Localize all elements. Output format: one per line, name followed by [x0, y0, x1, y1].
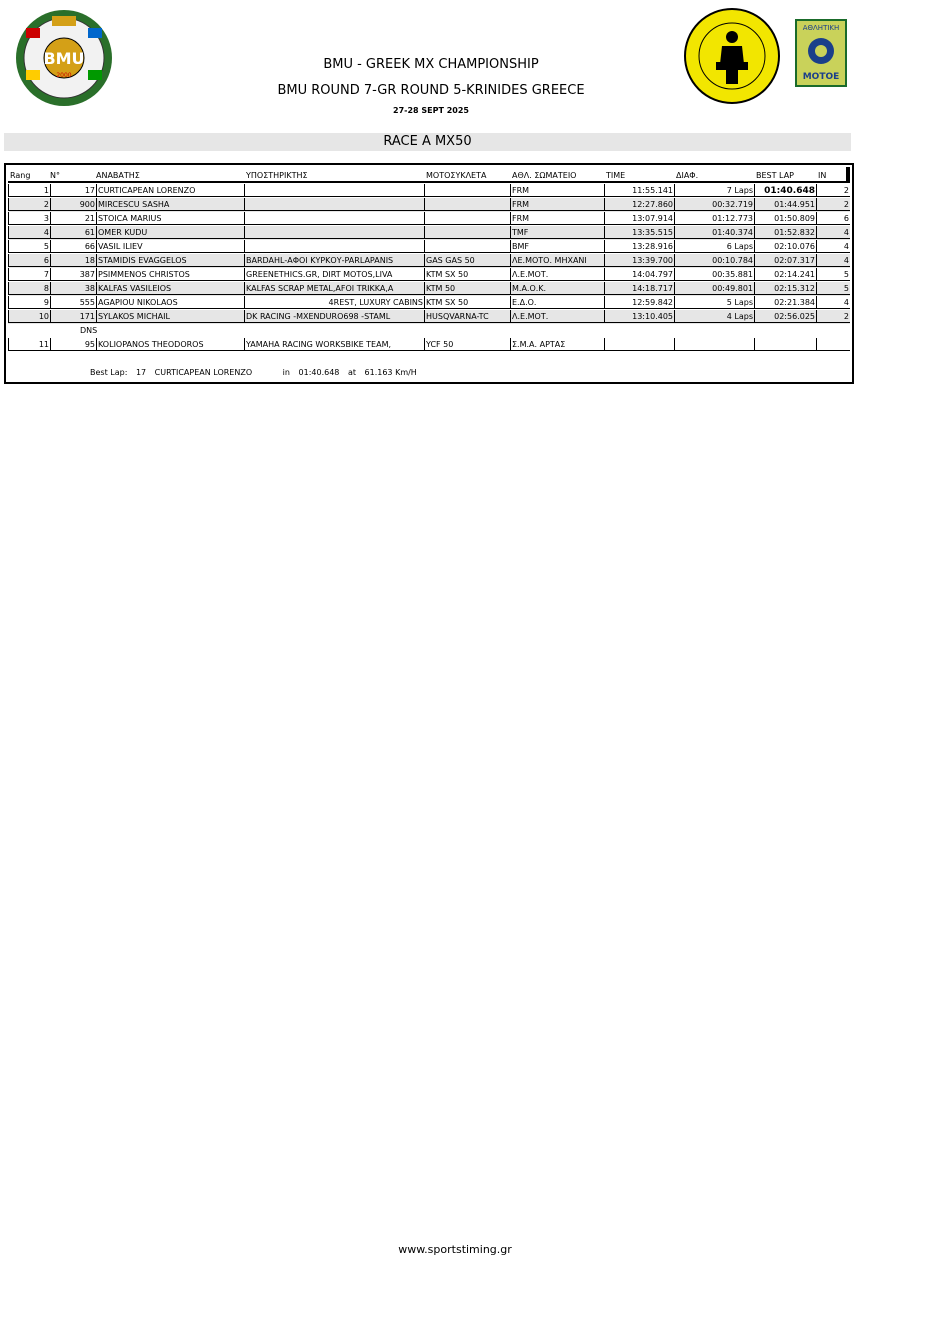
cell-diff: 00:32.719 [674, 198, 754, 211]
cell-rang: 4 [8, 226, 50, 239]
cell-rang: 7 [8, 268, 50, 281]
cell-club: Λ.Ε.ΜΟΤ. [510, 310, 604, 323]
col-rang: Rang [10, 171, 31, 180]
cell-best [754, 338, 816, 351]
cell-sponsor: KALFAS SCRAP METAL,AFOI TRIKKA,A [244, 282, 424, 295]
table-row [8, 254, 850, 268]
athletic-motoe-logo [795, 19, 847, 87]
cell-bike: GAS GAS 50 [424, 254, 510, 267]
col-rider: ΑΝΑΒΑΤΗΣ [96, 171, 140, 180]
cell-diff: 7 Laps [674, 184, 754, 197]
cell-diff: 6 Laps [674, 240, 754, 253]
cell-in: 5 [816, 268, 850, 281]
table-row [8, 240, 850, 254]
cell-in [816, 338, 850, 351]
cell-num: 387 [50, 268, 96, 281]
championship-title: BMU - GREEK MX CHAMPIONSHIP [323, 57, 539, 72]
round-subtitle: BMU ROUND 7-GR ROUND 5-KRINIDES GREECE [277, 83, 585, 98]
table-row [8, 338, 850, 352]
cell-rider: MIRCESCU SASHA [96, 198, 244, 211]
cell-in: 4 [816, 226, 850, 239]
race-title: RACE A MX50 [4, 133, 851, 151]
table-row [8, 212, 850, 226]
table-row [8, 310, 850, 324]
cell-rider: VASIL ILIEV [96, 240, 244, 253]
col-best-lap: BEST LAP [756, 171, 794, 180]
cell-time: 13:35.515 [604, 226, 674, 239]
table-row [8, 226, 850, 240]
cell-best: 02:15.312 [754, 282, 816, 295]
best-lap-time: 01:40.648 [298, 368, 340, 377]
cell-club: TMF [510, 226, 604, 239]
col-sponsor: ΥΠΟΣΤΗΡΙΚΤΗΣ [246, 171, 308, 180]
table-row [8, 282, 850, 296]
dns-label: DNS [80, 326, 98, 335]
cell-sponsor [244, 226, 424, 239]
table-row [8, 198, 850, 212]
cell-sponsor [244, 198, 424, 211]
svg-text:ΜΟΤΟΕ: ΜΟΤΟΕ [802, 72, 840, 82]
cell-time: 13:28.916 [604, 240, 674, 253]
col-club: ΑΘΛ. ΣΩΜΑΤΕΙΟ [512, 171, 577, 180]
cell-best: 01:44.951 [754, 198, 816, 211]
cell-rang: 3 [8, 212, 50, 225]
cell-club: FRM [510, 198, 604, 211]
cell-best: 01:40.648 [754, 184, 816, 197]
cell-rider: KOLIOPANOS THEODOROS [96, 338, 244, 351]
cell-best: 02:21.384 [754, 296, 816, 309]
cell-num: 555 [50, 296, 96, 309]
cell-sponsor [244, 240, 424, 253]
cell-sponsor [244, 212, 424, 225]
col-time: TIME [606, 171, 626, 180]
cell-diff: 01:12.773 [674, 212, 754, 225]
cell-diff: 5 Laps [674, 296, 754, 309]
cell-best: 02:10.076 [754, 240, 816, 253]
best-lap-speed: 61.163 Km/H [364, 368, 417, 377]
cell-club: ΛΕ.ΜΟΤΟ. ΜΗΧΑΝΙ [510, 254, 604, 267]
table-header [8, 167, 850, 183]
cell-bike [424, 184, 510, 197]
best-lap-number: 17 [135, 368, 147, 377]
cell-time: 13:10.405 [604, 310, 674, 323]
cell-sponsor: GREENETHICS.GR, DIRT MOTOS,LIVA [244, 268, 424, 281]
cell-club: FRM [510, 184, 604, 197]
cell-club: Σ.Μ.Α. ΑΡΤΑΣ [510, 338, 604, 351]
cell-best: 02:56.025 [754, 310, 816, 323]
best-lap-in: in [282, 368, 290, 377]
cell-best: 02:14.241 [754, 268, 816, 281]
cell-num: 171 [50, 310, 96, 323]
cell-club: Ε.Δ.Ο. [510, 296, 604, 309]
cell-time: 13:39.700 [604, 254, 674, 267]
cell-time: 14:18.717 [604, 282, 674, 295]
cell-sponsor: YAMAHA RACING WORKSBIKE TEAM, [244, 338, 424, 351]
cell-best: 02:07.317 [754, 254, 816, 267]
cell-num: 95 [50, 338, 96, 351]
table-row [8, 296, 850, 310]
col-number: N° [50, 171, 60, 180]
cell-club: Μ.Α.Ο.Κ. [510, 282, 604, 295]
cell-rider: STOICA MARIUS [96, 212, 244, 225]
cell-club: Λ.Ε.ΜΟΤ. [510, 268, 604, 281]
svg-text:BMU: BMU [43, 49, 85, 68]
cell-rang: 6 [8, 254, 50, 267]
cell-num: 17 [50, 184, 96, 197]
cell-rang: 11 [8, 338, 50, 351]
cell-diff: 00:35.881 [674, 268, 754, 281]
svg-text:ΑΘΛΗΤΙΚΗ: ΑΘΛΗΤΙΚΗ [802, 24, 840, 32]
cell-num: 21 [50, 212, 96, 225]
table-row [8, 184, 850, 198]
cell-in: 4 [816, 254, 850, 267]
best-lap-at: at [347, 368, 356, 377]
best-lap-label: Best Lap: [90, 368, 128, 377]
cell-time: 12:27.860 [604, 198, 674, 211]
cell-sponsor: BARDAHL-ΑΦΟΙ ΚΥΡΚΟΥ-PARLAPANIS [244, 254, 424, 267]
cell-in: 5 [816, 282, 850, 295]
cell-bike [424, 240, 510, 253]
cell-bike [424, 212, 510, 225]
event-date: 27-28 SEPT 2025 [393, 106, 469, 115]
cell-num: 66 [50, 240, 96, 253]
cell-bike: KTM 50 [424, 282, 510, 295]
cell-in: 2 [816, 310, 850, 323]
best-lap-summary [90, 368, 423, 377]
cell-diff: 00:49.801 [674, 282, 754, 295]
cell-diff [674, 338, 754, 351]
cell-sponsor [244, 184, 424, 197]
cell-rider: PSIMMENOS CHRISTOS [96, 268, 244, 281]
cell-time: 12:59.842 [604, 296, 674, 309]
cell-time [604, 338, 674, 351]
cell-rang: 8 [8, 282, 50, 295]
cell-rang: 5 [8, 240, 50, 253]
cell-in: 2 [816, 184, 850, 197]
cell-in: 4 [816, 240, 850, 253]
cell-time: 14:04.797 [604, 268, 674, 281]
cell-diff: 01:40.374 [674, 226, 754, 239]
cell-rang: 2 [8, 198, 50, 211]
cell-rider: STAMIDIS EVAGGELOS [96, 254, 244, 267]
cell-rang: 9 [8, 296, 50, 309]
cell-bike [424, 226, 510, 239]
cell-best: 01:50.809 [754, 212, 816, 225]
cell-best: 01:52.832 [754, 226, 816, 239]
cell-sponsor: DK RACING -MXENDURO698 -STAML [244, 310, 424, 323]
cell-rider: KALFAS VASILEIOS [96, 282, 244, 295]
table-row [8, 268, 850, 282]
cell-rider: OMER KUDU [96, 226, 244, 239]
footer-url: www.sportstiming.gr [398, 1243, 512, 1256]
cell-bike: KTM SX 50 [424, 268, 510, 281]
cell-rider: CURTICAPEAN LORENZO [96, 184, 244, 197]
cell-time: 13:07.914 [604, 212, 674, 225]
cell-rider: AGAPIOU NIKOLAOS [96, 296, 244, 309]
results-table [4, 163, 854, 384]
svg-text:2000: 2000 [56, 72, 72, 79]
cell-num: 900 [50, 198, 96, 211]
col-in: IN [818, 171, 827, 180]
cell-club: BMF [510, 240, 604, 253]
cell-bike: KTM SX 50 [424, 296, 510, 309]
cell-bike [424, 198, 510, 211]
cell-in: 6 [816, 212, 850, 225]
cell-num: 61 [50, 226, 96, 239]
cell-diff: 4 Laps [674, 310, 754, 323]
cell-time: 11:55.141 [604, 184, 674, 197]
best-lap-rider: CURTICAPEAN LORENZO [154, 368, 253, 377]
cell-in: 4 [816, 296, 850, 309]
cell-rider: SYLAKOS MICHAIL [96, 310, 244, 323]
col-diff: ΔΙΑΦ. [676, 171, 699, 180]
cell-num: 38 [50, 282, 96, 295]
col-bike: ΜΟΤΟΣΥΚΛΕΤΑ [426, 171, 487, 180]
cell-rang: 1 [8, 184, 50, 197]
cell-rang: 10 [8, 310, 50, 323]
cell-bike: HUSQVARNA-TC [424, 310, 510, 323]
cell-num: 18 [50, 254, 96, 267]
cell-bike: YCF 50 [424, 338, 510, 351]
cell-club: FRM [510, 212, 604, 225]
cell-diff: 00:10.784 [674, 254, 754, 267]
cell-sponsor: 4REST, LUXURY CABINS [244, 296, 424, 309]
cell-in: 2 [816, 198, 850, 211]
